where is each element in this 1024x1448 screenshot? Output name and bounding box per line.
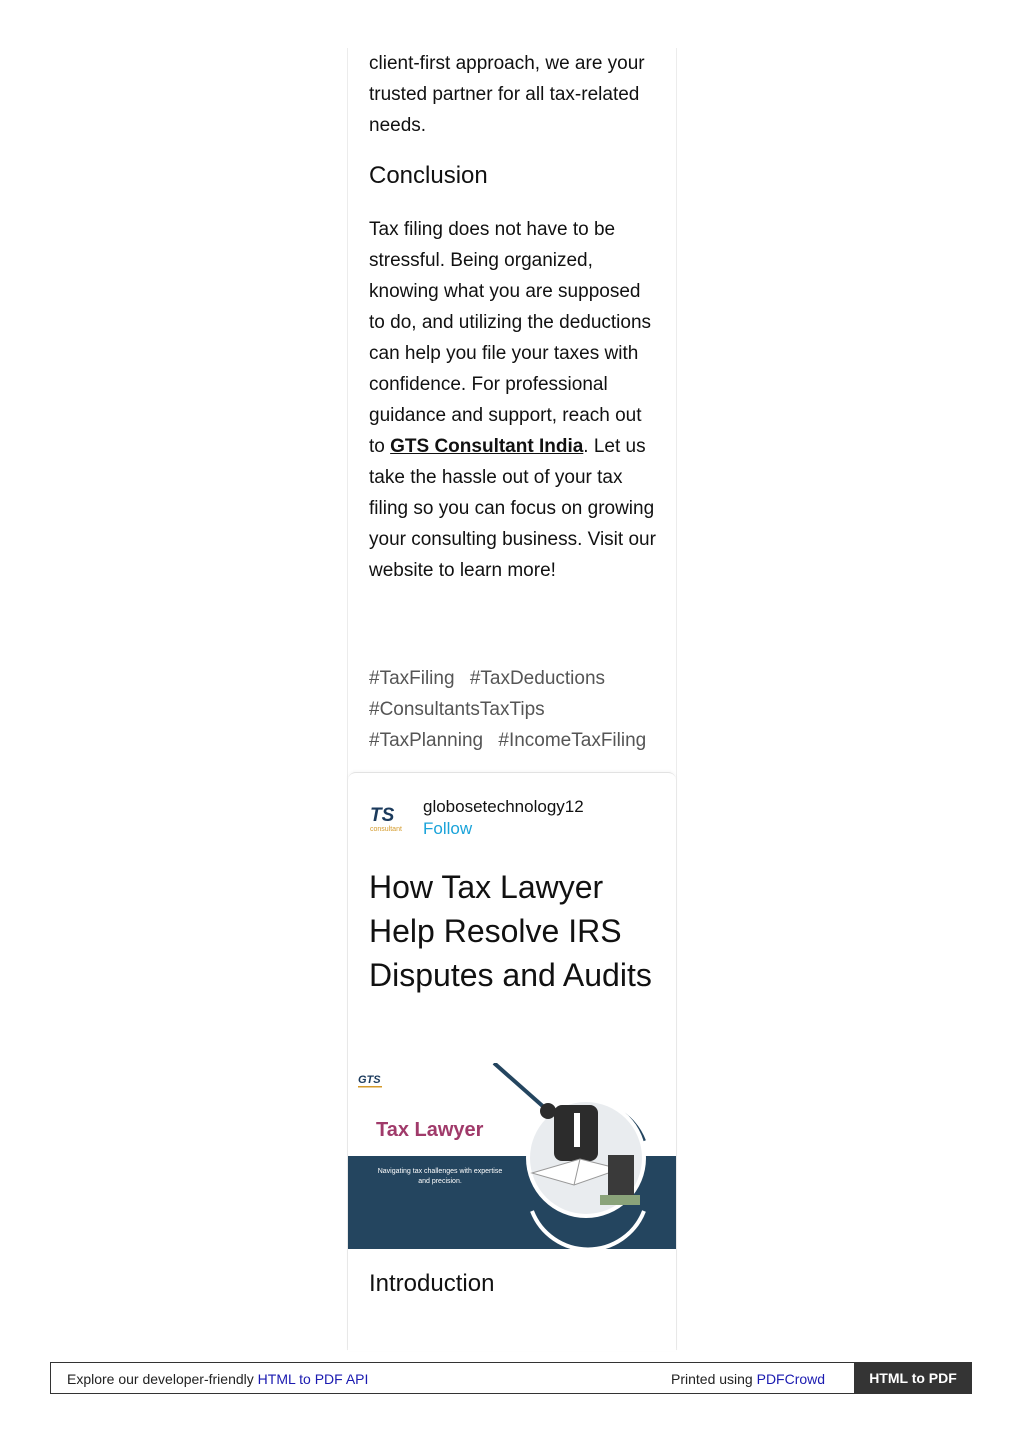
article-column — [347, 48, 677, 1350]
author-logo[interactable] — [369, 803, 411, 833]
footer-mid — [671, 1371, 825, 1387]
tag-list — [369, 663, 659, 775]
tag-taxdeductions[interactable]: #TaxDeductions — [469, 668, 606, 689]
conclusion-text-after: . Let us take the hassle out of your tax filing so you can focus on growing your consulting business. Visit our website to learn more! — [369, 436, 656, 581]
conclusion-paragraph — [369, 214, 659, 586]
tag-taxplanning[interactable]: #TaxPlanning — [369, 730, 484, 751]
conclusion-heading: Conclusion — [369, 162, 488, 189]
hero-image — [348, 1063, 676, 1249]
follow-button[interactable]: Follow — [423, 819, 473, 838]
gts-consultant-link[interactable]: GTS Consultant India — [390, 436, 584, 457]
html-to-pdf-button[interactable]: HTML to PDF — [854, 1362, 972, 1394]
hero-logo-text: GTS — [358, 1074, 381, 1086]
hero-tagline-line2: and precision. — [418, 1178, 462, 1185]
author-name[interactable]: globosetechnology12 — [423, 797, 584, 816]
author-logo-text: TS — [370, 805, 395, 826]
conclusion-text-before: Tax filing does not have to be stressful. Being organized, knowing what you are supposed to do, and utilizing the deductions can help you file your taxes with confidence. For professional guidance and support, reach out to — [369, 219, 652, 457]
footer-left — [67, 1371, 368, 1387]
footer-mid-text: Printed using — [671, 1371, 757, 1387]
hero-graphic — [348, 1063, 676, 1249]
next-article-card[interactable] — [348, 772, 676, 1351]
footer-left-text: Explore our developer-friendly — [67, 1371, 258, 1387]
hero-tagline-line1: Navigating tax challenges with expertise — [377, 1168, 503, 1175]
author-logo-subtext: consultant — [370, 826, 402, 833]
tag-incometaxfiling[interactable]: #IncomeTaxFiling — [498, 730, 647, 751]
introduction-heading: Introduction — [369, 1270, 495, 1297]
lead-paragraph: client-first approach, we are your trusted partner for all tax-related needs. — [369, 53, 645, 136]
hero-headline: Tax Lawyer — [376, 1119, 484, 1141]
html-to-pdf-api-link[interactable]: HTML to PDF API — [257, 1371, 369, 1387]
tag-consultantstaxtips[interactable]: #ConsultantsTaxTips — [369, 699, 545, 720]
pdfcrowd-link[interactable]: PDFCrowd — [756, 1371, 826, 1387]
article-title[interactable]: How Tax Lawyer Help Resolve IRS Disputes and Audits — [369, 869, 652, 993]
pdfcrowd-footer — [50, 1362, 972, 1394]
tag-taxfiling[interactable]: #TaxFiling — [369, 668, 455, 689]
